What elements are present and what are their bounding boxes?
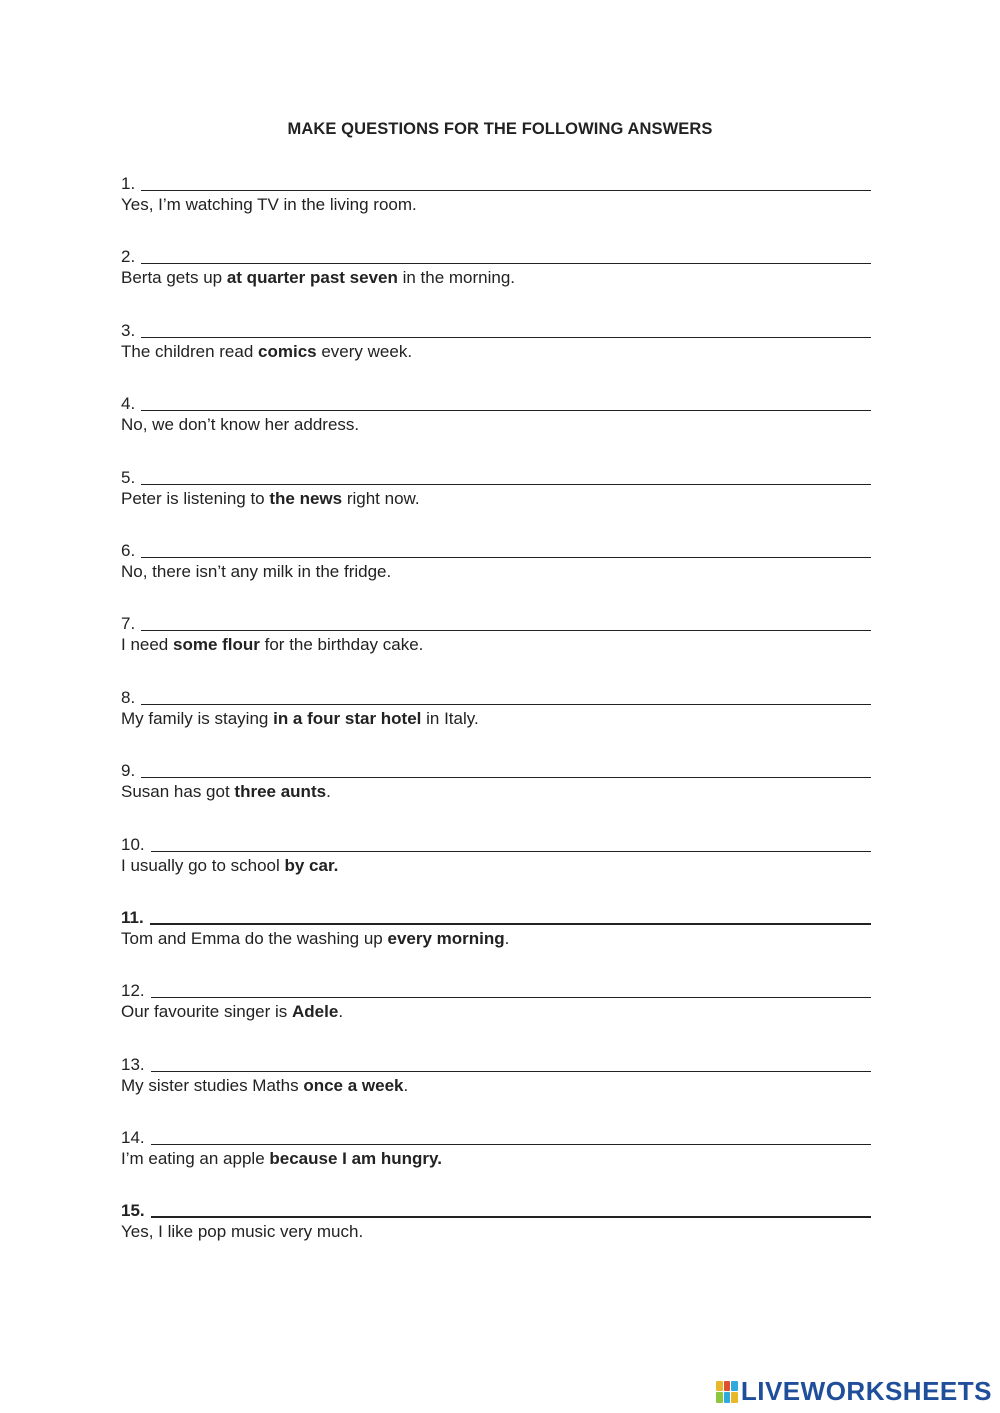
answer-text: I usually go to school <box>121 855 285 875</box>
question-item <box>121 170 871 243</box>
answer-blank-line[interactable] <box>150 922 871 925</box>
question-number: 3. <box>121 320 136 340</box>
answer-highlight: three aunts <box>234 782 327 802</box>
answer-blank-line[interactable] <box>141 189 871 191</box>
answer-text: Our favourite singer is <box>121 1002 293 1022</box>
question-line <box>121 977 871 1001</box>
question-number: 15. <box>121 1201 145 1221</box>
question-number: 14. <box>121 1128 145 1148</box>
answer-blank-line[interactable] <box>141 556 871 558</box>
answer-blank-line[interactable] <box>151 996 871 998</box>
given-answer <box>121 195 871 215</box>
answer-text: . <box>338 1002 344 1022</box>
answer-highlight: comics <box>258 341 317 361</box>
answer-text: Susan has got <box>121 782 235 802</box>
question-item <box>121 1124 871 1197</box>
question-item <box>121 243 871 316</box>
answer-highlight: in a four star hotel <box>273 708 422 728</box>
answer-text: Yes, I’m watching TV in the living room. <box>121 195 417 214</box>
question-line <box>121 757 871 781</box>
answer-text: in the morning. <box>397 268 516 288</box>
logo-icon-square <box>716 1392 723 1403</box>
question-line <box>121 537 871 561</box>
question-item <box>121 1051 871 1124</box>
question-number: 9. <box>121 761 136 781</box>
question-item <box>121 610 871 683</box>
given-answer <box>121 1222 871 1242</box>
answer-highlight: by car. <box>284 855 339 875</box>
given-answer <box>121 268 871 288</box>
given-answer <box>121 709 871 729</box>
answer-blank-line[interactable] <box>151 1215 871 1218</box>
question-number: 2. <box>121 247 136 267</box>
question-number: 1. <box>121 174 136 193</box>
logo-icon-square <box>731 1392 738 1403</box>
logo-icon-square <box>716 1381 723 1392</box>
answer-text: No, there isn’t any milk in the fridge. <box>121 561 392 581</box>
question-item <box>121 684 871 757</box>
logo-icon-square <box>731 1381 738 1392</box>
given-answer <box>121 782 871 802</box>
question-number: 7. <box>121 614 136 634</box>
question-line <box>121 684 871 708</box>
question-list <box>121 170 871 1271</box>
question-number: 10. <box>121 834 145 854</box>
given-answer <box>121 856 871 876</box>
answer-text: right now. <box>342 488 420 508</box>
answer-blank-line[interactable] <box>141 776 871 778</box>
question-number: 8. <box>121 687 136 707</box>
question-line <box>121 464 871 488</box>
answer-highlight: every morning <box>387 928 505 948</box>
answer-blank-line[interactable] <box>151 1070 871 1072</box>
question-number: 6. <box>121 540 136 560</box>
question-item <box>121 464 871 537</box>
liveworksheets-logo-icon <box>716 1381 738 1403</box>
answer-text: I’m eating an apple <box>121 1149 270 1169</box>
answer-text: Yes, I like pop music very much. <box>121 1222 364 1242</box>
answer-blank-line[interactable] <box>151 850 871 852</box>
answer-text: The children read <box>121 341 259 361</box>
answer-highlight: some flour <box>173 635 260 655</box>
answer-text: for the birthday cake. <box>259 635 424 655</box>
given-answer <box>121 562 871 582</box>
answer-text: . <box>403 1075 409 1095</box>
logo-icon-square <box>724 1381 731 1392</box>
question-line <box>121 390 871 414</box>
question-line <box>121 831 871 855</box>
given-answer <box>121 1002 871 1022</box>
given-answer <box>121 415 871 435</box>
answer-blank-line[interactable] <box>141 262 871 264</box>
question-item <box>121 1197 871 1270</box>
answer-highlight: once a week <box>303 1075 404 1095</box>
answer-text: My sister studies Maths <box>121 1075 304 1095</box>
logo-text: LIVEWORKSHEETS <box>740 1376 992 1406</box>
question-item <box>121 317 871 390</box>
answer-text: No, we don’t know her address. <box>121 415 360 435</box>
given-answer <box>121 929 871 949</box>
answer-text: Berta gets up <box>121 268 227 288</box>
answer-text: . <box>504 928 510 948</box>
answer-text: every week. <box>316 341 413 361</box>
answer-blank-line[interactable] <box>141 483 871 485</box>
given-answer <box>121 489 871 509</box>
question-item <box>121 904 871 977</box>
question-line <box>121 610 871 634</box>
question-item <box>121 537 871 610</box>
given-answer <box>121 342 871 362</box>
answer-text: in Italy. <box>421 708 479 728</box>
question-item <box>121 757 871 830</box>
answer-text: . <box>326 782 331 802</box>
question-line <box>121 243 871 267</box>
question-number: 5. <box>121 467 136 487</box>
answer-highlight: the news <box>269 488 343 508</box>
logo-icon-square <box>724 1392 731 1403</box>
question-item <box>121 977 871 1050</box>
answer-blank-line[interactable] <box>141 409 871 411</box>
answer-highlight: Adele <box>292 1002 339 1022</box>
question-line <box>121 317 871 341</box>
question-line <box>121 1051 871 1075</box>
question-number: 11. <box>121 907 144 927</box>
answer-highlight: because I am hungry. <box>269 1149 442 1169</box>
question-line <box>121 1124 871 1148</box>
answer-blank-line[interactable] <box>151 1143 871 1145</box>
given-answer <box>121 1076 871 1096</box>
answer-highlight: at quarter past seven <box>226 268 398 288</box>
given-answer <box>121 1149 871 1169</box>
question-line <box>121 1197 871 1221</box>
answer-text: I need <box>121 635 173 655</box>
answer-blank-line[interactable] <box>141 629 871 631</box>
answer-blank-line[interactable] <box>141 336 871 338</box>
page-title: MAKE QUESTIONS FOR THE FOLLOWING ANSWERS <box>287 120 713 138</box>
question-number: 12. <box>121 981 145 1001</box>
answer-blank-line[interactable] <box>141 703 871 705</box>
question-number: 4. <box>121 394 136 414</box>
question-line <box>121 904 871 928</box>
question-item <box>121 831 871 904</box>
question-line <box>121 170 871 194</box>
given-answer <box>121 635 871 655</box>
brand-logo <box>716 1376 992 1407</box>
answer-text: My family is staying <box>121 708 274 728</box>
answer-text: Peter is listening to <box>121 488 270 508</box>
question-number: 13. <box>121 1054 145 1074</box>
answer-text: Tom and Emma do the washing up <box>121 928 388 948</box>
question-item <box>121 390 871 463</box>
